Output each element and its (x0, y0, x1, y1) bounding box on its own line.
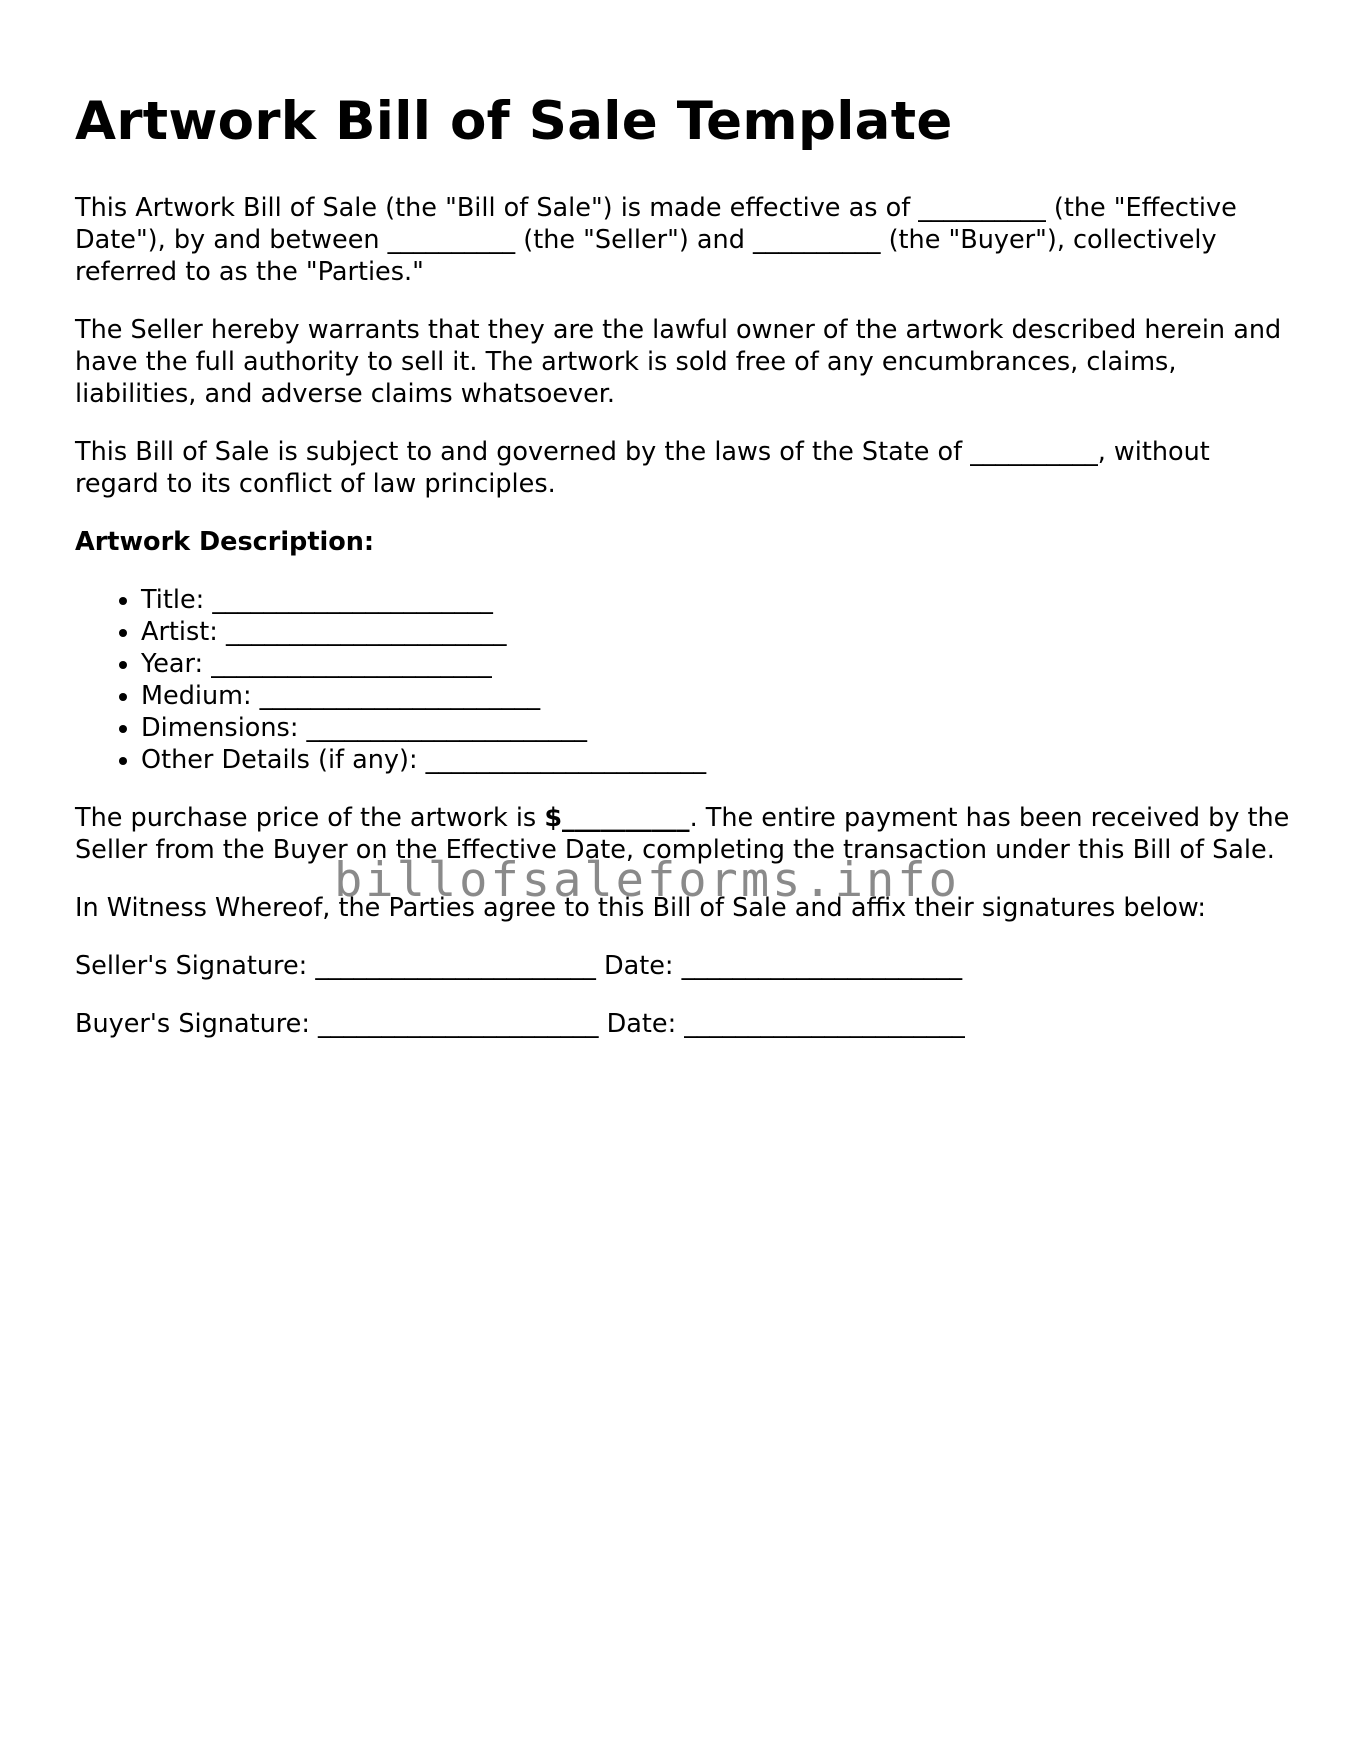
list-item-other-details: • Other Details (if any): ______________________ (141, 744, 1290, 776)
warranty-paragraph: The Seller hereby warrants that they are the lawful owner of the artwork described herein and have the full authority to sell it. The artwork is sold free of any encumbrances, claims, liabilities, and adverse claims whatsoever. (75, 314, 1282, 409)
artwork-description-list (75, 584, 1290, 776)
list-item-medium: • Medium: ______________________ (141, 680, 1290, 712)
price-text-before: The purchase price of the artwork is (75, 802, 545, 833)
list-item-title: • Title: ______________________ (141, 584, 1290, 616)
price-text-after: . The entire payment has been received by the Seller from the Buyer on the Effective Date, completing the transaction under this Bill of Sale. (75, 802, 1290, 865)
artwork-description-heading: Artwork Description: (75, 526, 375, 557)
governing-law-paragraph: This Bill of Sale is subject to and governed by the laws of the State of __________, without regard to its conflict of law principles. (75, 436, 1210, 499)
intro-paragraph: This Artwork Bill of Sale (the "Bill of Sale") is made effective as of __________ (the "Effective Date"), by and between __________ (the "Seller") and __________ (the "Buyer"), collectively referred to as the "Parties." (75, 192, 1237, 287)
witness-paragraph: In Witness Whereof, the Parties agree to this Bill of Sale and affix their signatures below: (75, 892, 1206, 923)
watermark: billofsaleforms.info (334, 853, 960, 908)
seller-signature-line: Seller's Signature: ______________________ Date: ______________________ (75, 950, 963, 981)
list-item-year: • Year: ______________________ (141, 648, 1290, 680)
price-amount: $__________ (544, 802, 690, 833)
buyer-signature-line: Buyer's Signature: ______________________ Date: ______________________ (75, 1008, 965, 1039)
list-item-artist: • Artist: ______________________ (141, 616, 1290, 648)
list-item-dimensions: • Dimensions: ______________________ (141, 712, 1290, 744)
document-title: Artwork Bill of Sale Template (75, 91, 953, 152)
